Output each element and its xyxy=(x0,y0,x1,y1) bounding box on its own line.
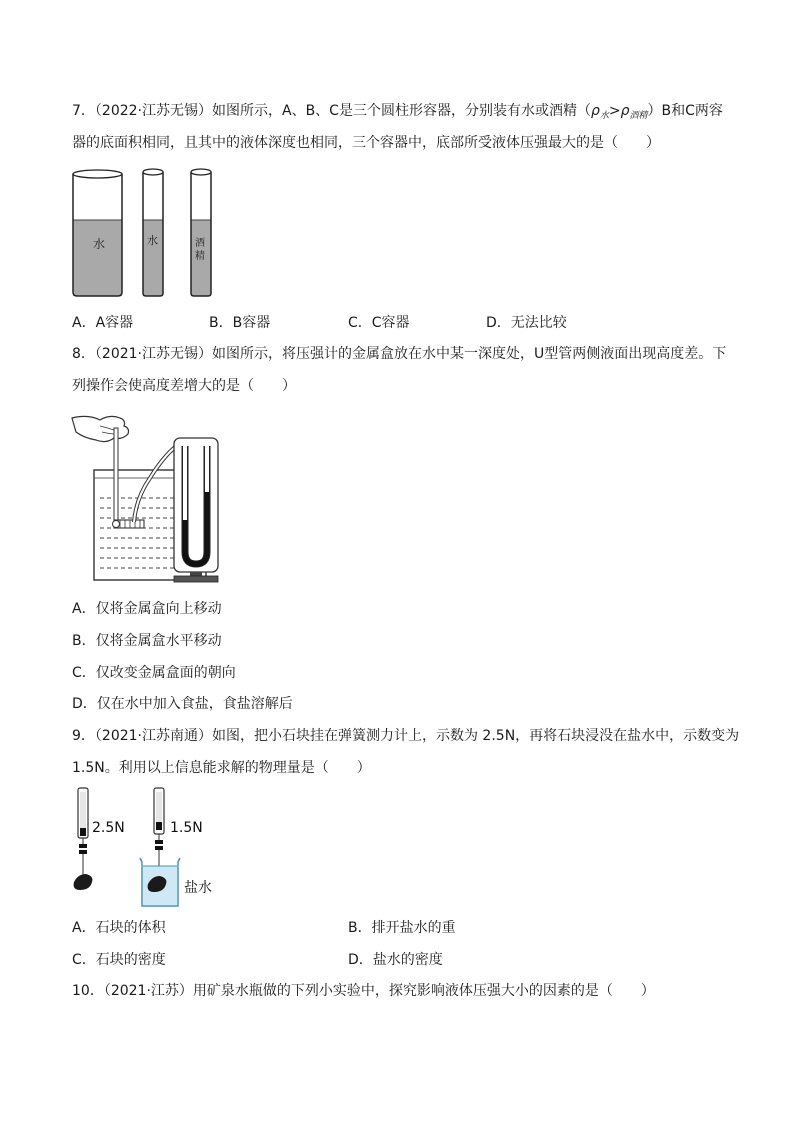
container-b xyxy=(143,169,163,296)
q8-pressure-gauge-figure xyxy=(70,408,230,586)
rho-water: $\rho_水>\rho_{酒精}$ xyxy=(590,103,648,121)
q9-option-b[interactable]: B．排开盐水的重 xyxy=(348,920,456,936)
q9-stem-line2: 1.5N。利用以上信息能求解的物理量是（ ） xyxy=(72,760,371,776)
q8-option-a[interactable]: A．仅将金属盒向上移动 xyxy=(72,601,222,617)
reading-1-5n: 1.5N xyxy=(170,820,203,836)
q7-stem-line1: 7．（2022·江苏无锡）如图所示，A、B、C是三个圆柱形容器，分别装有水或酒精$(\rho_水>\rho_{酒精})B$和C两容 xyxy=(72,103,723,121)
q7-option-d[interactable]: D．无法比较 xyxy=(486,315,567,331)
q9-spring-scale-figure xyxy=(70,786,230,910)
q7-option-c[interactable]: C．C容器 xyxy=(348,315,410,331)
container-a-label: 水 xyxy=(93,237,106,251)
u-tube-manometer xyxy=(174,438,218,582)
q8-stem-line2: 列操作会使高度差增大的是（ ） xyxy=(72,378,296,394)
container-a xyxy=(73,170,122,296)
q9-option-d[interactable]: D．盐水的密度 xyxy=(348,952,443,968)
q8-option-d[interactable]: D．仅在水中加入食盐，食盐溶解后 xyxy=(72,696,293,712)
reading-2-5n: 2.5N xyxy=(92,820,125,836)
q9-option-a[interactable]: A．石块的体积 xyxy=(72,920,166,936)
container-c-label-1: 酒 xyxy=(195,238,205,249)
hand-icon xyxy=(72,416,129,441)
container-c-label-2: 精 xyxy=(195,251,205,262)
q9-option-c[interactable]: C．石块的密度 xyxy=(72,952,166,968)
brine-beaker xyxy=(140,858,212,906)
q8-stem-line1: 8．（2021·江苏无锡）如图所示，将压强计的金属盒放在水中某一深度处，U型管两侧液面出现高度差。下 xyxy=(72,346,727,362)
q8-option-b[interactable]: B．仅将金属盒水平移动 xyxy=(72,633,222,649)
container-b-label: 水 xyxy=(147,234,158,247)
q7-containers-figure xyxy=(70,166,220,300)
q10-stem-line1: 10．（2021·江苏）用矿泉水瓶做的下列小实验中，探究影响液体压强大小的因素的是（ ） xyxy=(72,983,655,999)
q7-option-b[interactable]: B．B容器 xyxy=(209,315,271,331)
container-c xyxy=(191,169,211,296)
brine-label: 盐水 xyxy=(184,880,212,896)
q7-option-a[interactable]: A．A容器 xyxy=(72,315,134,331)
q7-stem-line2: 器的底面积相同，且其中的液体深度也相同，三个容器中，底部所受液体压强最大的是（ ） xyxy=(72,135,660,151)
spring-scale-1 xyxy=(74,788,125,890)
q8-option-c[interactable]: C．仅改变金属盒面的朝向 xyxy=(72,665,236,681)
q9-stem-line1: 9．（2021·江苏南通）如图，把小石块挂在弹簧测力计上，示数为 2.5N，再将石块浸没在盐水中，示数变为 xyxy=(72,728,740,744)
